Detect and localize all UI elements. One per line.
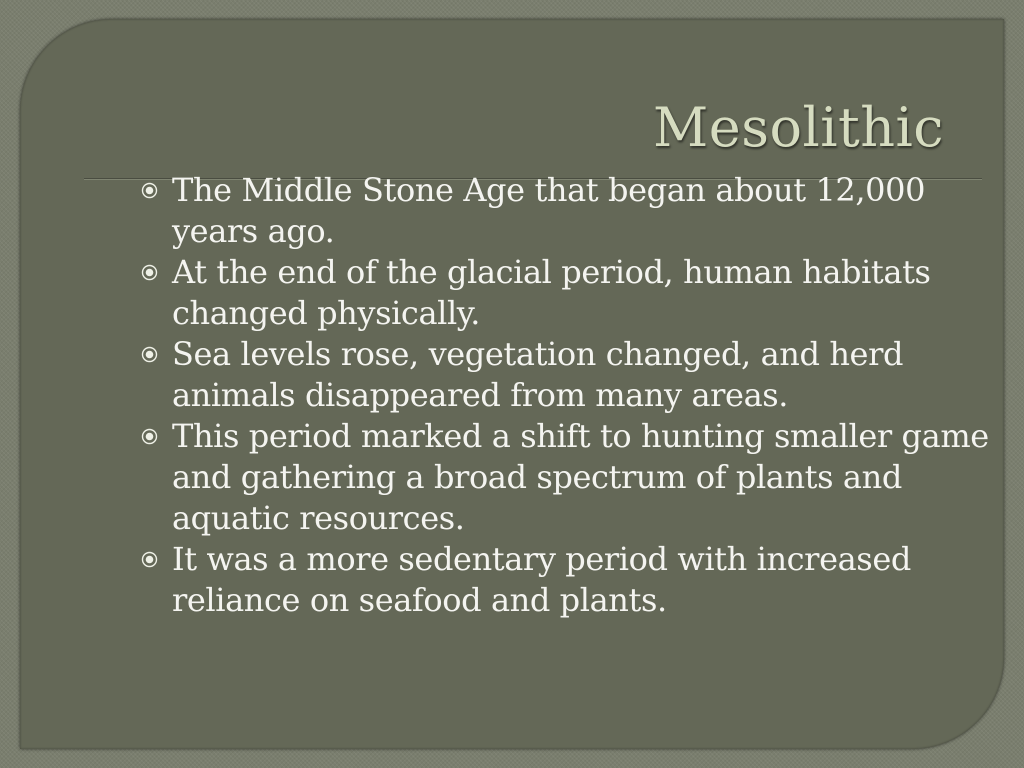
bullet-text: At the end of the glacial period, human habitats changed physically. xyxy=(172,253,931,332)
bullet-text: This period marked a shift to hunting smaller game and gathering a broad spectrum of plants and aquatic resources. xyxy=(172,417,989,537)
bullet-text: Sea levels rose, vegetation changed, and herd animals disappeared from many areas. xyxy=(172,335,904,414)
bullet-text: The Middle Stone Age that began about 12,000 years ago. xyxy=(172,171,926,250)
circled-dot-icon xyxy=(141,182,158,199)
bullet-item xyxy=(138,252,1008,334)
slide-title: Mesolithic xyxy=(652,96,944,159)
bullet-text: It was a more sedentary period with increased reliance on seafood and plants. xyxy=(172,540,911,619)
bullet-item xyxy=(138,539,1008,621)
bullet-list xyxy=(138,170,1008,621)
bullet-item xyxy=(138,416,1008,539)
bullet-item xyxy=(138,170,1008,252)
circled-dot-icon xyxy=(141,346,158,363)
bullet-item xyxy=(138,334,1008,416)
circled-dot-icon xyxy=(141,264,158,281)
circled-dot-icon xyxy=(141,551,158,568)
circled-dot-icon xyxy=(141,428,158,445)
